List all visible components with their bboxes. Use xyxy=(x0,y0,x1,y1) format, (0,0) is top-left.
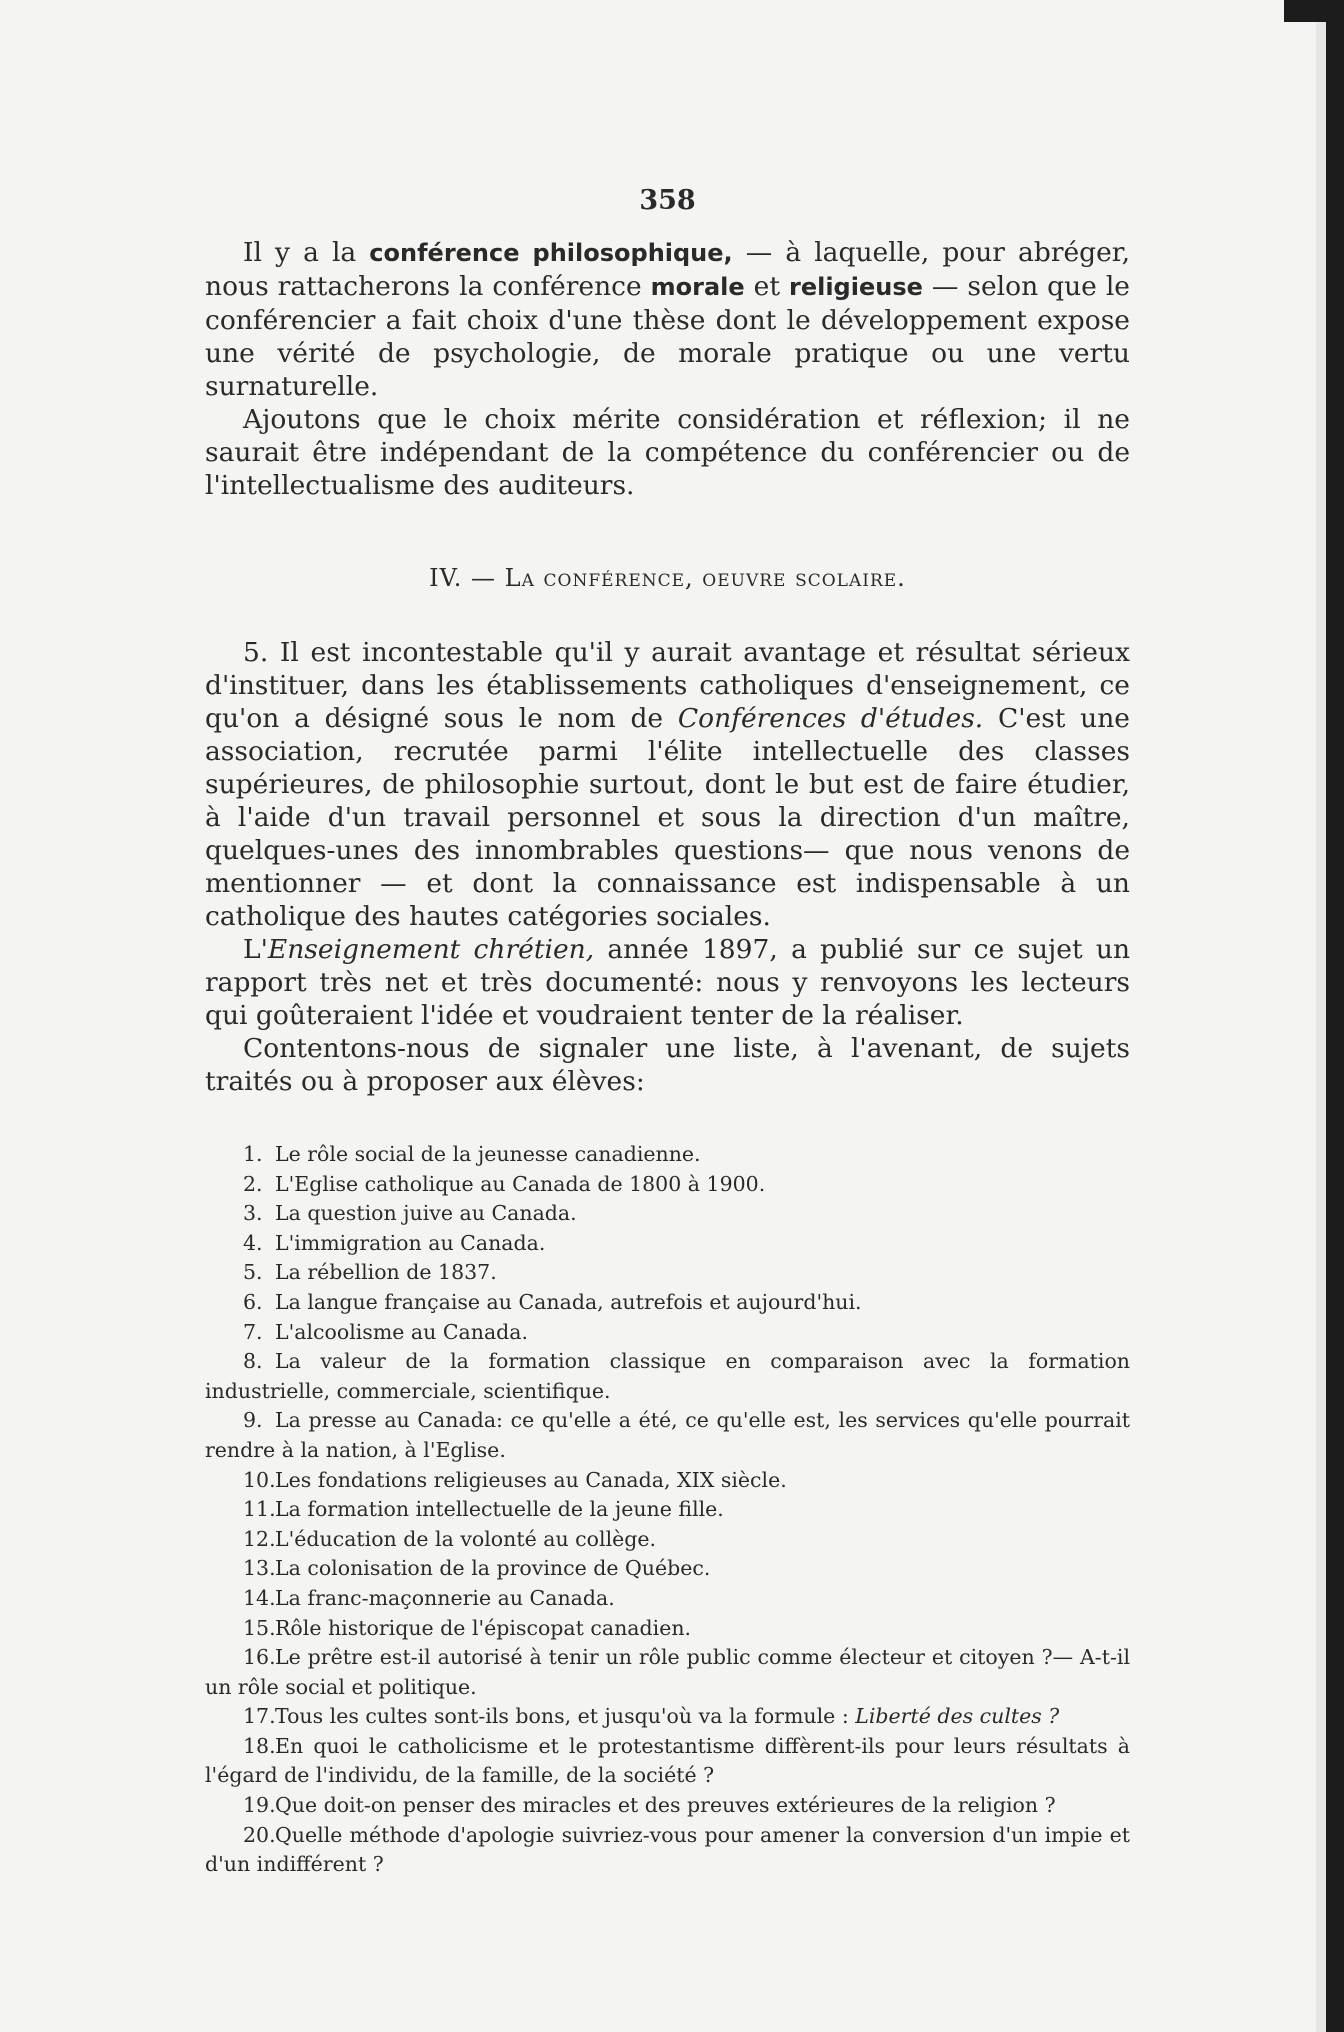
page-content xyxy=(205,185,1130,1880)
list-item: 10.Les fondations religieuses au Canada, XIX siècle. xyxy=(243,1467,787,1492)
paragraph-2: Ajoutons que le choix mérite considération et réflexion; il ne saurait être indépendant de la compétence du conférencier ou de l'intellectualisme des auditeurs. xyxy=(205,404,1130,501)
list-item: 7. L'alcoolisme au Canada. xyxy=(243,1319,529,1344)
list-item: 17.Tous les cultes sont-ils bons, et jusqu'où va la formule : Liberté des cultes ? xyxy=(243,1704,1060,1729)
subject-list xyxy=(205,1140,1130,1880)
list-item: 19.Que doit-on penser des miracles et des preuves extérieures de la religion ? xyxy=(243,1793,1056,1818)
list-item: 18.En quoi le catholicisme et le protestantisme diffèrent-ils pour leurs résultats à l'égard de l'individu, de la famille, de la société ? xyxy=(205,1733,1130,1788)
list-item: 9. La presse au Canada: ce qu'elle a été, ce qu'elle est, les services qu'elle pourrait rendre à la nation, à l'Eglise. xyxy=(205,1408,1130,1462)
list-item: 16.Le prêtre est-il autorisé à tenir un rôle public comme électeur et citoyen ?— A-t-il un rôle social et politique. xyxy=(205,1645,1130,1699)
page-edge xyxy=(1316,0,1344,2032)
list-item: 1. Le rôle social de la jeunesse canadienne. xyxy=(243,1142,701,1166)
list-item: 5. La rébellion de 1837. xyxy=(243,1260,497,1285)
page-edge-top xyxy=(1284,0,1344,22)
paragraph-1: Il y a la conférence philosophique, — à laquelle, pour abréger, nous rattacherons la conférence morale et religieuse — selon que le conférencier a fait choix d'une thèse dont le développement expose une vérité de psychologie, de morale pratique ou une vertu surnaturelle. xyxy=(205,237,1130,402)
section-heading: IV. — La conférence, oeuvre scolaire. xyxy=(429,564,906,592)
list-item: 2. L'Eglise catholique au Canada de 1800 à 1900. xyxy=(243,1171,766,1196)
paragraph-5: Contentons-nous de signaler une liste, à l'avenant, de sujets traités ou à proposer aux élèves: xyxy=(205,1033,1130,1097)
list-item: 8. La valeur de la formation classique en comparaison avec la formation industrielle, commerciale, scientifique. xyxy=(205,1349,1130,1403)
list-item: 15.Rôle historique de l'épiscopat canadien. xyxy=(243,1615,692,1640)
list-item: 11.La formation intellectuelle de la jeune fille. xyxy=(243,1497,724,1522)
paragraph-4: L'Enseignement chrétien, année 1897, a publié sur ce sujet un rapport très net et très documenté: nous y renvoyons les lecteurs qui goûteraient l'idée et voudraient tenter de la réaliser. xyxy=(205,934,1131,1031)
list-item: 4. L'immigration au Canada. xyxy=(243,1230,546,1255)
list-item: 3. La question juive au Canada. xyxy=(243,1201,577,1226)
paragraph-3: 5. Il est incontestable qu'il y aurait avantage et résultat sérieux d'instituer, dans les établissements catholiques d'enseignement, ce qu'on a désigné sous le nom de Conférences d'études. C'est une association, recrutée parmi l'élite intellectuelle des classes supérieures, de philosophie surtout, dont le but est de faire étudier, à l'aide d'un travail personnel et sous la direction d'un maître, quelques-unes des innombrables questions— que nous venons de mentionner — et dont la connaissance est indispensable à un catholique des hautes catégories sociales. xyxy=(205,637,1130,932)
page-number: 358 xyxy=(639,185,696,216)
list-item: 14.La franc-maçonnerie au Canada. xyxy=(243,1585,615,1610)
list-item: 6. La langue française au Canada, autrefois et aujourd'hui. xyxy=(243,1289,862,1314)
list-item: 13.La colonisation de la province de Québec. xyxy=(243,1556,711,1581)
list-item: 12.L'éducation de la volonté au collège. xyxy=(243,1526,657,1551)
list-item: 20.Quelle méthode d'apologie suivriez-vous pour amener la conversion d'un impie et d'un indifférent ? xyxy=(205,1822,1130,1877)
